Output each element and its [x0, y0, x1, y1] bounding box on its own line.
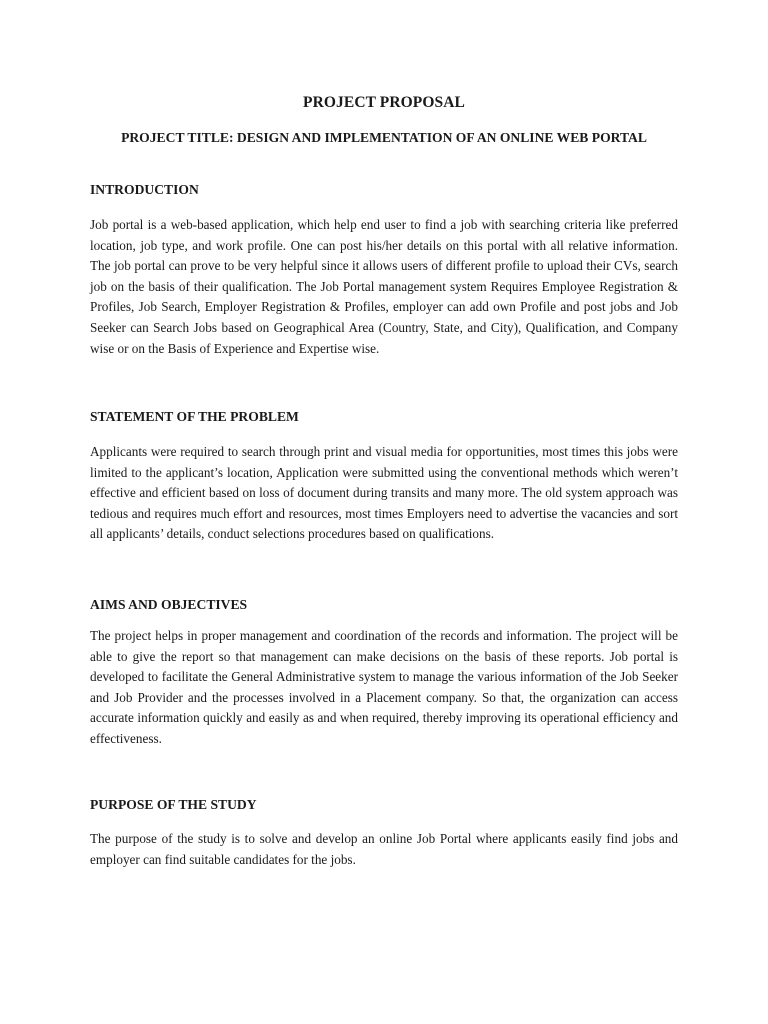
section-body-aims: The project helps in proper management and coordination of the records and information. The project will be able to give the report so that management can make decisions on the basis of these reports. Job portal is developed to facilitate the General Administrative system to manage the various information of the Job Seeker and Job Provider and the processes involved in a Placement company. So that, the organization can access accurate information quickly and easily as and when required, thereby improving its operational efficiency and effectiveness.	[90, 628, 678, 746]
project-title: PROJECT TITLE: DESIGN AND IMPLEMENTATION OF AN ONLINE WEB PORTAL	[121, 130, 647, 145]
section-heading-purpose: PURPOSE OF THE STUDY	[90, 797, 257, 812]
section-body-purpose: The purpose of the study is to solve and develop an online Job Portal where applicants easily find jobs and employer can find suitable candidates for the jobs.	[90, 831, 678, 867]
section-heading-problem: STATEMENT OF THE PROBLEM	[90, 409, 299, 424]
section-heading-introduction: INTRODUCTION	[90, 182, 199, 197]
section-body-introduction: Job portal is a web-based application, which help end user to find a job with searching criteria like preferred location, job type, and work profile. One can post his/her details on this portal with all relative information. The job portal can prove to be very helpful since it allows users of different profile to upload their CVs, search job on the basis of their qualification. The Job Portal management system Requires Employee Registration & Profiles, Job Search, Employer Registration & Profiles, employer can add own Profile and post jobs and Job Seeker can Search Jobs based on Geographical Area (Country, State, and City), Qualification, and Company wise or on the Basis of Experience and Expertise wise.	[90, 217, 678, 356]
section-body-problem: Applicants were required to search through print and visual media for opportunities, most times this jobs were limited to the applicant’s location, Application were submitted using the conventional methods which weren’t effective and efficient based on loss of document during transits and many more. The old system approach was tedious and requires much effort and resources, most times Employers need to advertise the vacancies and sort all applicants’ details, conduct selections procedures based on qualifications.	[90, 444, 678, 542]
document-title: PROJECT PROPOSAL	[303, 94, 465, 111]
section-heading-aims: AIMS AND OBJECTIVES	[90, 597, 248, 612]
